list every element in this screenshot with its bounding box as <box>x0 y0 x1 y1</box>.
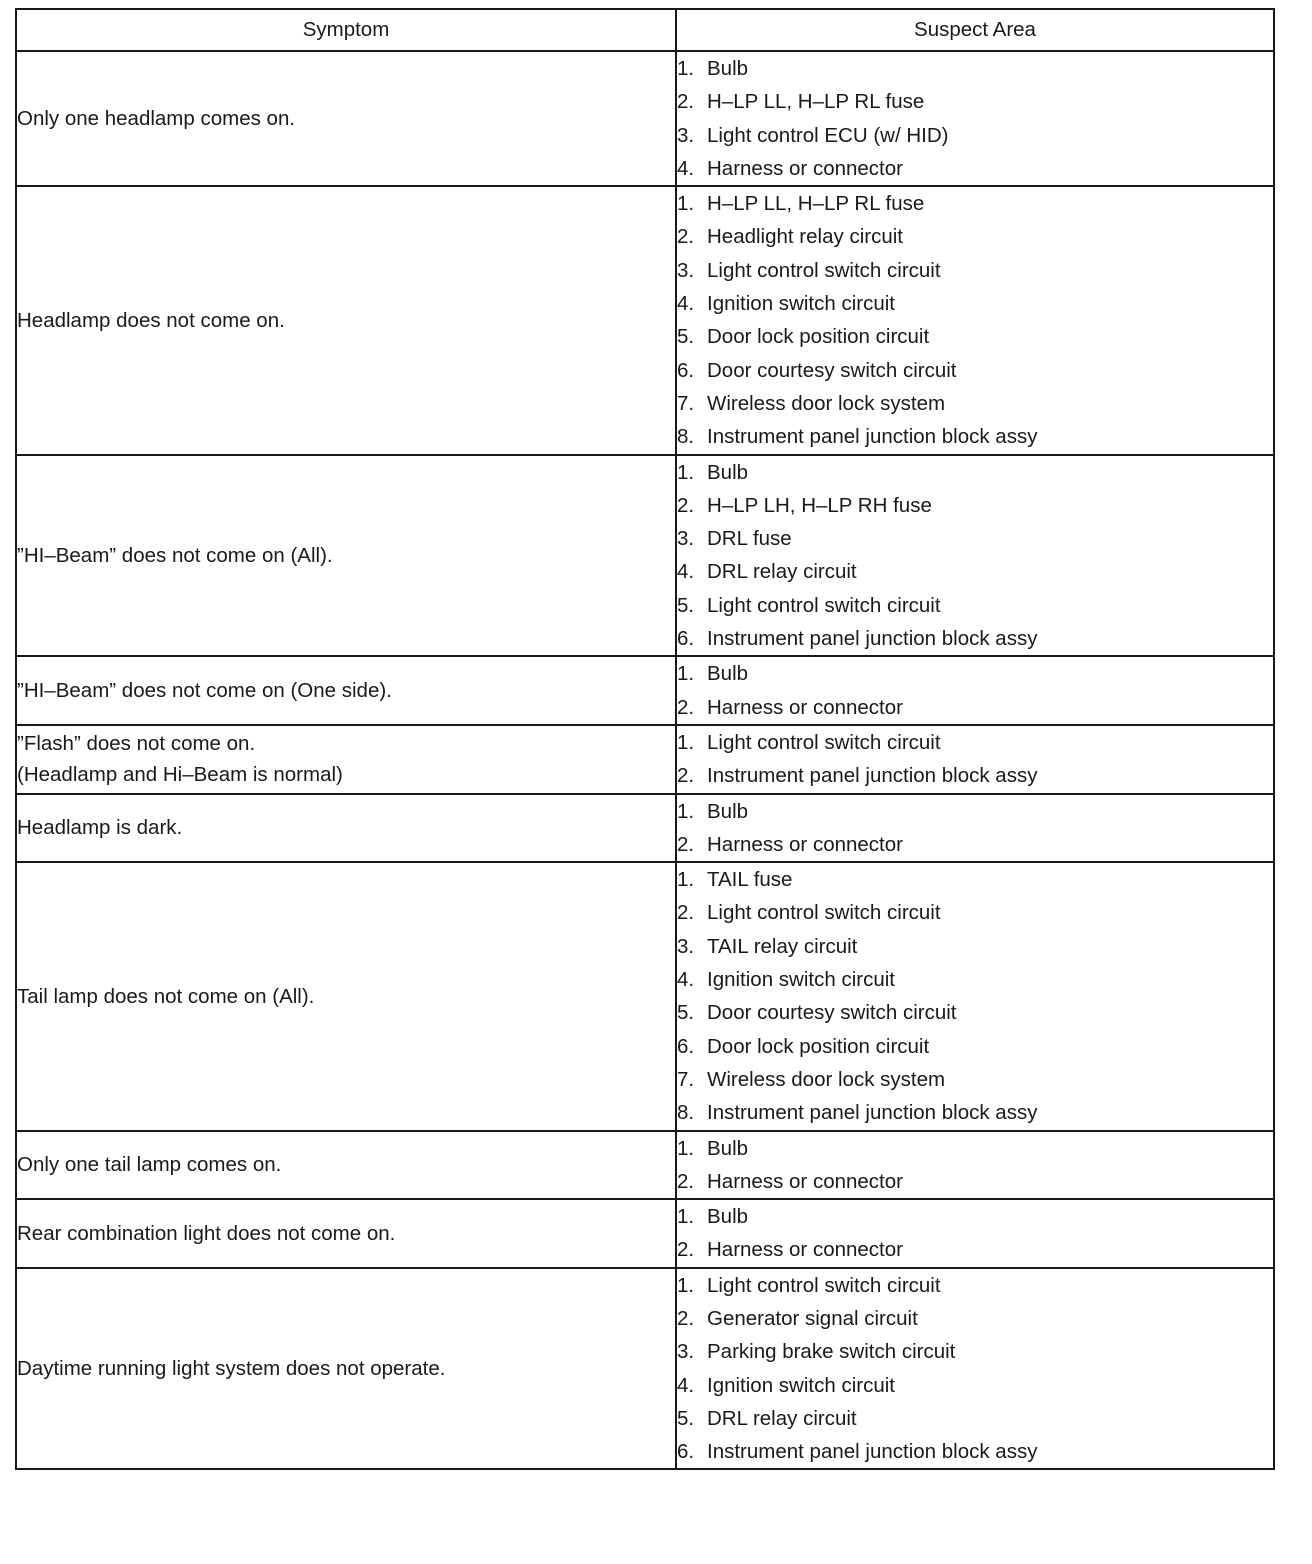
item-number: 8. <box>677 1101 695 1125</box>
item-number: 1. <box>677 1273 695 1297</box>
symptom-text: ”HI–Beam” does not come on (One side). <box>17 679 392 703</box>
item-number: 4. <box>677 156 695 180</box>
item-number: 2. <box>677 90 695 114</box>
item-text: Wireless door lock system <box>707 1067 946 1091</box>
item-text: Parking brake switch circuit <box>707 1340 956 1364</box>
item-number: 2. <box>677 832 695 856</box>
suspect-area-cell <box>676 1268 1274 1470</box>
item-text: H–LP LL, H–LP RL fuse <box>707 90 925 114</box>
symptom-text: Daytime running light system does not operate. <box>17 1357 446 1381</box>
item-number: 3. <box>677 123 695 147</box>
table-row <box>16 725 1274 794</box>
item-number: 5. <box>677 593 695 617</box>
suspect-area-cell <box>676 656 1274 725</box>
suspect-area-item <box>677 152 1273 185</box>
item-number: 2. <box>677 901 695 925</box>
suspect-area-item <box>677 187 1273 220</box>
item-text: Instrument panel junction block assy <box>707 1440 1038 1464</box>
item-text: Door lock position circuit <box>707 1034 930 1058</box>
item-text: Door courtesy switch circuit <box>707 1001 957 1025</box>
item-text: Light control switch circuit <box>707 258 941 282</box>
item-number: 3. <box>677 527 695 551</box>
problem-symptoms-table <box>15 8 1275 1470</box>
item-number: 2. <box>677 764 695 788</box>
item-number: 1. <box>677 799 695 823</box>
item-text: TAIL relay circuit <box>707 934 858 958</box>
item-number: 1. <box>677 460 695 484</box>
item-text: Light control switch circuit <box>707 1273 941 1297</box>
item-text: Bulb <box>707 1136 749 1160</box>
suspect-area-item <box>677 726 1273 759</box>
symptom-text: Headlamp is dark. <box>17 816 183 840</box>
table-row <box>16 1199 1274 1268</box>
header-row <box>16 9 1274 51</box>
suspect-area-item <box>677 522 1273 555</box>
item-text: Harness or connector <box>707 832 903 856</box>
suspect-area-item <box>677 1402 1273 1435</box>
symptom-column-header: Symptom <box>16 9 676 51</box>
suspect-area-item <box>677 52 1273 85</box>
suspect-area-cell <box>676 1131 1274 1200</box>
symptom-cell <box>16 1131 676 1200</box>
suspect-area-list <box>677 1269 1273 1469</box>
item-number: 3. <box>677 934 695 958</box>
suspect-area-list <box>677 657 1273 724</box>
item-number: 6. <box>677 1034 695 1058</box>
item-number: 1. <box>677 662 695 686</box>
symptom-text: Rear combination light does not come on. <box>17 1221 396 1245</box>
item-number: 7. <box>677 1067 695 1091</box>
symptom-text: Only one headlamp comes on. <box>17 107 296 131</box>
table-row <box>16 794 1274 863</box>
suspect-area-cell <box>676 186 1274 454</box>
suspect-area-item <box>677 589 1273 622</box>
symptom-cell <box>16 725 676 794</box>
item-text: Light control ECU (w/ HID) <box>707 123 949 147</box>
item-text: Ignition switch circuit <box>707 292 895 316</box>
suspect-area-item <box>677 1200 1273 1233</box>
item-number: 5. <box>677 1001 695 1025</box>
suspect-area-item <box>677 456 1273 489</box>
suspect-area-item <box>677 85 1273 118</box>
item-number: 7. <box>677 391 695 415</box>
suspect-area-item <box>677 759 1273 792</box>
item-text: H–LP LH, H–LP RH fuse <box>707 493 932 517</box>
item-number: 4. <box>677 292 695 316</box>
symptom-cell <box>16 1199 676 1268</box>
suspect-area-item <box>677 1063 1273 1096</box>
item-text: TAIL fuse <box>707 868 793 892</box>
item-number: 1. <box>677 1136 695 1160</box>
suspect-area-cell <box>676 725 1274 794</box>
symptom-cell <box>16 1268 676 1470</box>
suspect-area-item <box>677 1132 1273 1165</box>
item-text: Wireless door lock system <box>707 391 946 415</box>
suspect-area-item <box>677 1233 1273 1266</box>
symptom-text-line: (Headlamp and Hi–Beam is normal) <box>17 763 343 787</box>
suspect-area-item <box>677 828 1273 861</box>
item-text: H–LP LL, H–LP RL fuse <box>707 192 925 216</box>
suspect-area-item <box>677 489 1273 522</box>
table-row <box>16 455 1274 657</box>
symptom-cell <box>16 455 676 657</box>
item-text: Ignition switch circuit <box>707 1373 895 1397</box>
item-number: 2. <box>677 1238 695 1262</box>
suspect-area-cell <box>676 455 1274 657</box>
suspect-area-item <box>677 622 1273 655</box>
item-number: 4. <box>677 1373 695 1397</box>
suspect-area-item <box>677 254 1273 287</box>
item-number: 2. <box>677 225 695 249</box>
table-row <box>16 656 1274 725</box>
item-number: 2. <box>677 493 695 517</box>
suspect-area-list <box>677 1200 1273 1267</box>
suspect-area-item <box>677 930 1273 963</box>
table-row <box>16 51 1274 186</box>
symptom-text: Headlamp does not come on. <box>17 308 285 332</box>
symptom-text: ”HI–Beam” does not come on (All). <box>17 543 333 567</box>
suspect-area-item <box>677 963 1273 996</box>
table-row <box>16 186 1274 454</box>
item-number: 6. <box>677 1440 695 1464</box>
table-row <box>16 1268 1274 1470</box>
item-number: 3. <box>677 258 695 282</box>
item-text: Bulb <box>707 662 749 686</box>
item-text: Bulb <box>707 57 749 80</box>
table-row <box>16 862 1274 1130</box>
suspect-area-list <box>677 456 1273 656</box>
item-text: Harness or connector <box>707 1238 903 1262</box>
item-text: Light control switch circuit <box>707 593 941 617</box>
suspect-area-item <box>677 354 1273 387</box>
item-text: DRL fuse <box>707 527 792 551</box>
suspect-area-item <box>677 896 1273 929</box>
item-number: 1. <box>677 730 695 754</box>
suspect-area-cell <box>676 862 1274 1130</box>
item-text: Light control switch circuit <box>707 730 941 754</box>
suspect-area-item <box>677 996 1273 1029</box>
item-number: 5. <box>677 325 695 349</box>
item-number: 2. <box>677 1169 695 1193</box>
suspect-area-item <box>677 320 1273 353</box>
item-text: Bulb <box>707 799 749 823</box>
item-number: 2. <box>677 695 695 719</box>
suspect-area-list <box>677 863 1273 1129</box>
suspect-area-item <box>677 287 1273 320</box>
symptom-cell <box>16 186 676 454</box>
item-text: Ignition switch circuit <box>707 968 895 992</box>
item-text: Door lock position circuit <box>707 325 930 349</box>
suspect-area-item <box>677 555 1273 588</box>
suspect-area-item <box>677 1335 1273 1368</box>
symptom-cell <box>16 656 676 725</box>
item-number: 1. <box>677 1205 695 1229</box>
suspect-area-item <box>677 1369 1273 1402</box>
item-text: Instrument panel junction block assy <box>707 627 1038 651</box>
item-number: 1. <box>677 57 695 80</box>
suspect-area-list <box>677 52 1273 185</box>
table-row <box>16 1131 1274 1200</box>
suspect-area-list <box>677 1132 1273 1199</box>
suspect-area-item <box>677 420 1273 453</box>
suspect-area-item <box>677 387 1273 420</box>
symptom-cell <box>16 51 676 186</box>
item-number: 3. <box>677 1340 695 1364</box>
suspect-area-item <box>677 1435 1273 1468</box>
item-number: 4. <box>677 560 695 584</box>
suspect-area-item <box>677 657 1273 690</box>
item-text: Harness or connector <box>707 1169 903 1193</box>
item-text: Bulb <box>707 460 749 484</box>
suspect-area-item <box>677 220 1273 253</box>
suspect-area-item <box>677 1165 1273 1198</box>
table-body <box>16 51 1274 1469</box>
item-number: 6. <box>677 627 695 651</box>
item-text: Door courtesy switch circuit <box>707 358 957 382</box>
suspect-area-item <box>677 1302 1273 1335</box>
suspect-area-cell <box>676 794 1274 863</box>
suspect-area-item <box>677 119 1273 152</box>
item-text: Instrument panel junction block assy <box>707 764 1038 788</box>
item-text: Headlight relay circuit <box>707 225 903 249</box>
symptom-cell <box>16 862 676 1130</box>
suspect-area-column-header: Suspect Area <box>676 9 1274 51</box>
suspect-area-list <box>677 187 1273 453</box>
suspect-area-item <box>677 1030 1273 1063</box>
suspect-area-list <box>677 726 1273 793</box>
suspect-area-item <box>677 795 1273 828</box>
item-text: DRL relay circuit <box>707 560 857 584</box>
item-text: Harness or connector <box>707 695 903 719</box>
suspect-area-item <box>677 691 1273 724</box>
item-number: 6. <box>677 358 695 382</box>
item-number: 5. <box>677 1406 695 1430</box>
item-text: DRL relay circuit <box>707 1406 857 1430</box>
suspect-area-item <box>677 863 1273 896</box>
suspect-area-cell <box>676 51 1274 186</box>
item-number: 1. <box>677 192 695 216</box>
suspect-area-list <box>677 795 1273 862</box>
suspect-area-cell <box>676 1199 1274 1268</box>
item-text: Bulb <box>707 1205 749 1229</box>
item-text: Instrument panel junction block assy <box>707 1101 1038 1125</box>
item-text: Light control switch circuit <box>707 901 941 925</box>
item-text: Generator signal circuit <box>707 1306 918 1330</box>
item-number: 8. <box>677 425 695 449</box>
symptom-text: Only one tail lamp comes on. <box>17 1153 282 1177</box>
item-text: Instrument panel junction block assy <box>707 425 1038 449</box>
suspect-area-item <box>677 1269 1273 1302</box>
symptom-text: Tail lamp does not come on (All). <box>17 984 315 1008</box>
item-number: 1. <box>677 868 695 892</box>
symptom-text-line: ”Flash” does not come on. <box>17 732 256 756</box>
item-text: Harness or connector <box>707 156 903 180</box>
item-number: 4. <box>677 968 695 992</box>
suspect-area-item <box>677 1096 1273 1129</box>
symptom-cell <box>16 794 676 863</box>
item-number: 2. <box>677 1306 695 1330</box>
